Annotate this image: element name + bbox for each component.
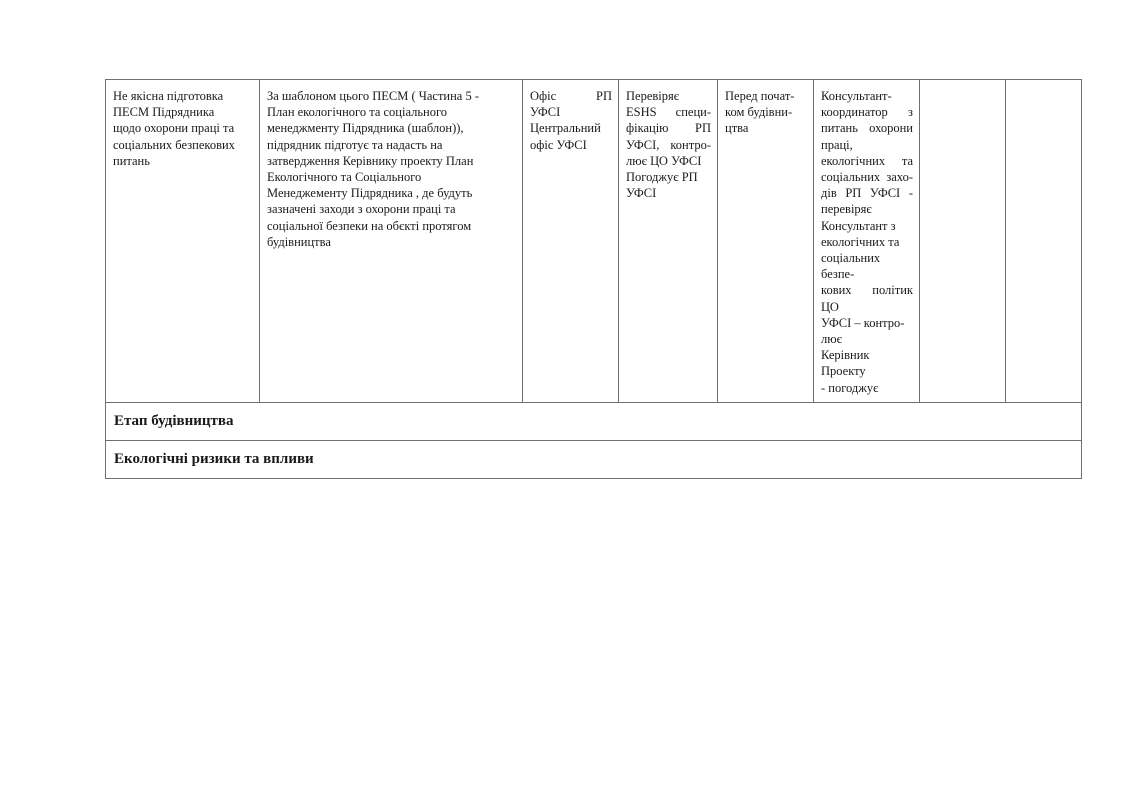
consultant-line: праці, xyxy=(821,137,853,152)
measures-line: зазначені заходи з охорони праці та xyxy=(267,202,456,217)
control-line: фікацію РП xyxy=(626,121,711,136)
consultant-line: дів РП УФСІ - xyxy=(821,186,913,201)
measures-line: Менеджементу Підрядника , де будуть xyxy=(267,186,473,201)
consultant-line: Консультант- xyxy=(821,89,892,103)
risk-line: Не якісна підготовка xyxy=(113,89,224,103)
responsible-line: УФСІ xyxy=(530,105,561,120)
control-line: лює ЦО УФСІ xyxy=(626,153,702,168)
section-heading-construction: Етап будівництва xyxy=(106,402,1082,440)
mitigation-table xyxy=(105,79,1082,479)
timing-line: ком будівни- xyxy=(725,105,793,120)
consultant-line: соціальних захо- xyxy=(821,170,913,185)
consultant-line: екологічних та xyxy=(821,234,900,249)
timing-line: Перед почат- xyxy=(725,89,795,103)
responsible-line: офіс УФСІ xyxy=(530,137,587,152)
consultant-line: питань охорони xyxy=(821,121,913,136)
measures-line: соціальної безпеки на обєкті протягом xyxy=(267,218,472,233)
consultant-line: лює xyxy=(821,332,842,347)
empty-cell-7 xyxy=(920,80,1006,403)
consultant-line: Керівник Проекту xyxy=(821,348,870,379)
consultant-line: - погоджує xyxy=(821,380,879,395)
table-row xyxy=(106,80,1082,403)
consultant-cell xyxy=(814,80,920,403)
measures-line: План екологічного та соціального xyxy=(267,105,448,120)
empty-cell-8 xyxy=(1006,80,1082,403)
risk-line: ПЕСМ Підрядника xyxy=(113,105,215,120)
consultant-line: кових політик ЦО xyxy=(821,283,913,314)
responsible-line: Центральний xyxy=(530,121,601,136)
responsible-line: Офіс РП xyxy=(530,89,612,103)
risk-line: питань xyxy=(113,153,150,168)
control-line: Перевіряє xyxy=(626,89,680,103)
timing-cell xyxy=(718,80,814,403)
section-heading-risks: Екологічні ризики та впливи xyxy=(106,440,1082,478)
risk-line: щодо охорони праці та xyxy=(113,121,235,136)
control-line: Погоджує РП xyxy=(626,170,698,185)
consultant-line: перевіряє xyxy=(821,202,872,217)
consultant-line: координатор з xyxy=(821,105,913,120)
consultant-line: Консультант з xyxy=(821,218,896,233)
control-line: УФСІ xyxy=(626,186,657,201)
control-line: УФСІ, контро- xyxy=(626,137,711,152)
measures-line: підрядник підготує та надасть на xyxy=(267,137,443,152)
timing-line: цтва xyxy=(725,121,749,136)
consultant-line: УФСІ – контро- xyxy=(821,315,905,330)
measures-line: будівництва xyxy=(267,234,331,249)
section-row-construction xyxy=(106,402,1082,440)
measures-line: Екологічного та Соціального xyxy=(267,170,422,185)
measures-line: За шаблоном цього ПЕСМ ( Частина 5 - xyxy=(267,89,480,103)
control-cell xyxy=(619,80,718,403)
measures-line: затвердження Керівнику проекту План xyxy=(267,153,474,168)
consultant-line: екологічних та xyxy=(821,153,913,168)
consultant-line: соціальних безпе- xyxy=(821,251,881,282)
risk-cell xyxy=(106,80,260,403)
risk-line: соціальних безпекових xyxy=(113,137,235,152)
control-line: ESHS специ- xyxy=(626,105,711,120)
measures-line: менеджменту Підрядника (шаблон)), xyxy=(267,121,464,136)
responsible-cell xyxy=(523,80,619,403)
measures-cell xyxy=(260,80,523,403)
section-row-risks xyxy=(106,440,1082,478)
